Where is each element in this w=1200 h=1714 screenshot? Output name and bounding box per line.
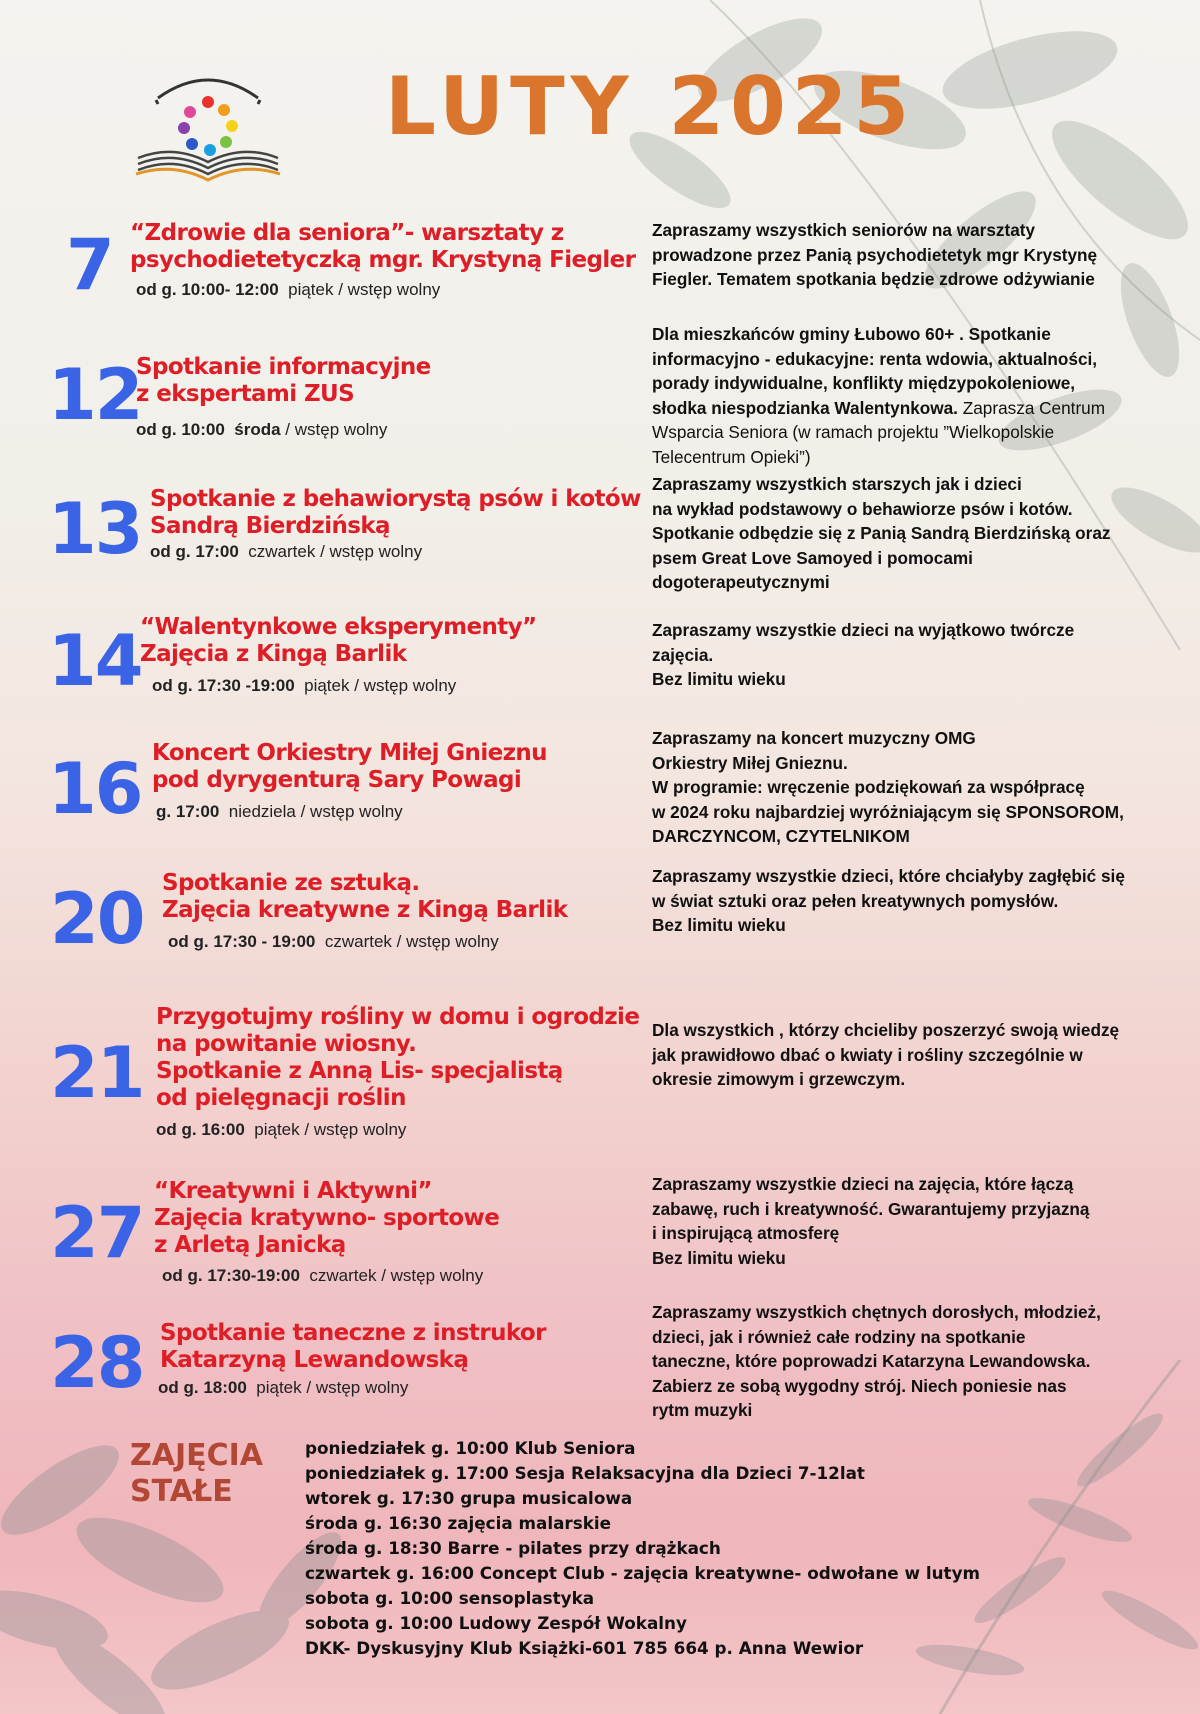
event-description (652, 864, 1172, 938)
description-text: Telecentrum Opieki”) (652, 446, 811, 467)
regular-class-item: DKK- Dyskusyjny Klub Książki-601 785 664 p. Anna Wewior (305, 1638, 864, 1658)
meta-separator: / (391, 932, 407, 951)
event-title-line: na powitanie wiosny. (156, 1031, 417, 1057)
event-description-line (652, 218, 1172, 243)
event-time: od g. 10:00- 12:00 (136, 280, 279, 299)
meta-separator: / (299, 1120, 314, 1139)
event-description-line (652, 322, 1172, 347)
event-title-line: Spotkanie informacyjne (136, 354, 431, 380)
event-title (156, 1004, 639, 1112)
description-text: Zapraszamy wszystkich starszych jak i dzieci (652, 474, 1022, 494)
description-text: jak prawidłowo dbać o kwiaty i rośliny szczególnie w (652, 1044, 1083, 1065)
event-description-line (652, 445, 1172, 470)
description-text: psem Great Love Samoyed i pomocami (652, 547, 973, 568)
event-entry: wstęp wolny (313, 1120, 407, 1139)
event-meta (156, 1120, 406, 1140)
event-weekday: czwartek (248, 542, 316, 561)
description-text: okresie zimowym i grzewczym. (652, 1069, 906, 1089)
event-time: od g. 18:00 (158, 1378, 247, 1397)
description-text: Zapraszamy wszystkich chętnych dorosłych, młodzież, (652, 1302, 1101, 1322)
event-title (154, 1178, 499, 1259)
regular-classes-list (305, 1436, 980, 1661)
event-meta (156, 802, 403, 822)
event-description (652, 218, 1172, 292)
event-time: g. 17:00 (156, 802, 220, 821)
event-title (160, 1320, 546, 1374)
event-title (150, 486, 641, 540)
event-title-line: psychodietetyczką mgr. Krystyną Fiegler (130, 247, 636, 273)
regular-class-item: poniedziałek g. 17:00 Sesja Relaksacyjna dla Dzieci 7-12lat (305, 1463, 865, 1483)
event-weekday: środa (234, 420, 281, 439)
event-weekday: czwartek (309, 1266, 377, 1285)
event-meta (136, 420, 387, 440)
event-entry: wstęp wolny (363, 676, 457, 695)
description-text: Zapraszamy wszystkich seniorów na warsztaty (652, 220, 1036, 240)
description-text: zajęcia. (652, 644, 714, 665)
description-text: w świat sztuki oraz pełen kreatywnych pomysłów. (652, 890, 1059, 911)
event-entry: wstęp wolny (347, 280, 441, 299)
event-title (130, 220, 635, 274)
description-text: Zapraszamy wszystkie dzieci, które chciałyby zagłębić się (652, 866, 1125, 886)
event-description-line (652, 570, 1172, 595)
description-text: Fiegler. Tematem spotkania będzie zdrowe odżywianie (652, 269, 1095, 289)
event-description (652, 726, 1172, 849)
event-entry: wstęp wolny (390, 1266, 484, 1285)
regular-class-item: sobota g. 10:00 sensoplastyka (305, 1588, 595, 1608)
description-text-tail: Zaprasza Centrum (957, 397, 1106, 418)
event-title-line: “Kreatywni i Aktywni” (154, 1178, 432, 1204)
event-title (140, 614, 537, 668)
regular-heading-line: ZAJĘCIA (130, 1438, 264, 1473)
regular-class-item: sobota g. 10:00 Ludowy Zespół Wokalny (305, 1613, 687, 1633)
description-text: Bez limitu wieku (652, 1247, 786, 1268)
event-description (652, 1172, 1172, 1270)
event-description-line (652, 521, 1172, 546)
description-text: Wsparcia Seniora (w ramach projektu ”Wielkopolskie (652, 422, 1055, 442)
event-weekday: piątek (256, 1378, 302, 1397)
event-description (652, 472, 1172, 595)
event-title-line: Spotkanie taneczne z instrukor (160, 1320, 546, 1346)
event-description-line (652, 751, 1172, 776)
event-title-line: Zajęcia z Kingą Barlik (140, 641, 407, 667)
event-description-line (652, 1246, 1172, 1271)
event-description-line (652, 371, 1172, 396)
description-text: Zabierz ze sobą wygodny strój. Niech poniesie nas (652, 1375, 1067, 1396)
event-title (162, 870, 567, 924)
description-text: rytm muzyki (652, 1400, 753, 1420)
event-description-line (652, 267, 1172, 292)
regular-class-item: poniedziałek g. 10:00 Klub Seniora (305, 1438, 636, 1458)
regular-classes-heading (130, 1438, 263, 1510)
meta-separator: / (295, 802, 311, 821)
event-weekday: piątek (304, 676, 350, 695)
event-entry: wstęp wolny (310, 802, 403, 821)
event-title-line: Sandrą Bierdzińską (150, 513, 390, 539)
description-text: prowadzone przez Panią psychodietetyk mgr Krystynę (652, 244, 1098, 265)
event-description-line (652, 1374, 1172, 1399)
event-description-line (652, 1043, 1172, 1068)
description-text: na wykład podstawowy o behawiorze psów i kotów. (652, 498, 1073, 519)
regular-class-item: środa g. 18:30 Barre - pilates przy drążkach (305, 1538, 721, 1558)
description-text: taneczne, które poprowadzi Katarzyna Lewandowska. (652, 1351, 1091, 1371)
description-text: Zapraszamy wszystkie dzieci na zajęcia, które łączą (652, 1174, 1074, 1194)
description-text: Zapraszamy wszystkie dzieci na wyjątkowo twórcze (652, 620, 1075, 640)
event-title-line: Przygotujmy rośliny w domu i ogrodzie (156, 1004, 640, 1030)
event-meta (150, 542, 422, 562)
event-time: od g. 10:00 (136, 420, 225, 439)
regular-class-item: środa g. 16:30 zajęcia malarskie (305, 1513, 611, 1533)
event-day-number: 12 (48, 354, 142, 436)
event-meta (152, 676, 456, 696)
regular-class-item: wtorek g. 17:30 grupa musicalowa (305, 1488, 633, 1508)
description-text: informacyjno - edukacyjne: renta wdowia, aktualności, (652, 348, 1098, 369)
event-description-line (652, 618, 1172, 643)
event-meta (162, 1266, 483, 1286)
description-text: i inspirującą atmosferę (652, 1223, 840, 1243)
event-description-line (652, 243, 1172, 268)
event-description-line (652, 864, 1172, 889)
event-day-number: 7 (66, 224, 113, 306)
meta-separator: / (349, 676, 364, 695)
event-description-line (652, 1067, 1172, 1092)
meta-separator: / (333, 280, 348, 299)
event-title-line: Zajęcia kreatywne z Kingą Barlik (162, 897, 568, 923)
event-entry: wstęp wolny (294, 420, 388, 439)
event-day-number: 13 (48, 488, 142, 570)
event-title-line: Zajęcia kratywno- sportowe (154, 1205, 500, 1231)
description-text: Zapraszamy na koncert muzyczny OMG (652, 728, 976, 748)
event-description-line (652, 775, 1172, 800)
description-text: Bez limitu wieku (652, 669, 786, 689)
description-text: Dla wszystkich , którzy chcieliby poszerzyć swoją wiedzę (652, 1020, 1120, 1040)
event-weekday: niedziela (228, 802, 296, 821)
event-weekday: czwartek (324, 932, 392, 951)
event-entry: wstęp wolny (329, 542, 423, 561)
event-time: od g. 17:30 - 19:00 (168, 932, 316, 951)
event-day-number: 21 (50, 1032, 144, 1114)
event-title-line: “Walentynkowe eksperymenty” (140, 614, 537, 640)
event-title (136, 354, 431, 408)
event-title-line: Spotkanie ze sztuką. (162, 870, 420, 896)
event-time: od g. 16:00 (156, 1120, 245, 1139)
event-description-line (652, 1349, 1172, 1374)
event-entry: wstęp wolny (406, 932, 499, 951)
description-text: w 2024 roku najbardziej wyróżniającym się SPONSOROM, (652, 801, 1124, 822)
meta-separator: / (315, 542, 330, 561)
event-description-line (652, 726, 1172, 751)
event-description-line (652, 472, 1172, 497)
event-description-line (652, 667, 1172, 692)
event-time: od g. 17:30 -19:00 (152, 676, 295, 695)
event-description-line (652, 643, 1172, 668)
event-meta (168, 932, 499, 952)
description-text: słodka niespodzianka Walentynkowa. (652, 397, 958, 418)
event-description-line (652, 546, 1172, 571)
event-meta (136, 280, 440, 300)
event-description-line (652, 1221, 1172, 1246)
event-entry: wstęp wolny (315, 1378, 409, 1397)
event-description-line (652, 1172, 1172, 1197)
event-description-line (652, 1398, 1172, 1423)
event-description-line (652, 347, 1172, 372)
event-description-line (652, 1018, 1172, 1043)
event-day-number: 27 (50, 1192, 144, 1274)
event-description-line (652, 1325, 1172, 1350)
event-description-line (652, 1300, 1172, 1325)
event-description (652, 618, 1172, 692)
event-title-line: Koncert Orkiestry Miłej Gnieznu (152, 740, 547, 766)
description-text: Spotkanie odbędzie się z Panią Sandrą Bierdzińską oraz (652, 523, 1111, 543)
event-weekday: piątek (254, 1120, 300, 1139)
library-logo (128, 70, 288, 185)
description-text: W programie: wręczenie podziękowań za współpracę (652, 777, 1085, 797)
regular-heading-line: STAŁE (130, 1474, 233, 1509)
event-description (652, 1018, 1172, 1092)
event-day-number: 14 (48, 620, 142, 702)
event-description (652, 322, 1172, 469)
event-description-line (652, 1197, 1172, 1222)
description-text: Orkiestry Miłej Gnieznu. (652, 752, 848, 773)
event-day-number: 20 (50, 878, 144, 960)
event-time: od g. 17:00 (150, 542, 239, 561)
description-text: Bez limitu wieku (652, 915, 786, 935)
event-description-line (652, 824, 1172, 849)
event-day-number: 16 (48, 748, 142, 830)
event-description-line (652, 800, 1172, 825)
event-title-line: z Arletą Janicką (154, 1232, 346, 1258)
event-title (152, 740, 547, 794)
meta-separator: / (301, 1378, 316, 1397)
event-title-line: od pielęgnacji roślin (156, 1085, 406, 1111)
event-description-line (652, 396, 1172, 421)
description-text: zabawę, ruch i kreatywność. Gwarantujemy przyjazną (652, 1198, 1090, 1219)
event-day-number: 28 (50, 1322, 144, 1404)
event-title-line: z ekspertami ZUS (136, 381, 355, 407)
event-weekday: piątek (288, 280, 334, 299)
event-description-line (652, 889, 1172, 914)
description-text: dogoterapeutycznymi (652, 572, 830, 592)
meta-separator: / (280, 420, 295, 439)
event-title-line: Spotkanie z behawiorystą psów i kotów (150, 486, 641, 512)
event-description-line (652, 497, 1172, 522)
event-title-line: “Zdrowie dla seniora”- warsztaty z (130, 220, 564, 246)
description-text: Dla mieszkańców gminy Łubowo 60+ . Spotkanie (652, 324, 1051, 344)
event-description-line (652, 420, 1172, 445)
event-title-line: Spotkanie z Anną Lis- specjalistą (156, 1058, 563, 1084)
event-description (652, 1300, 1172, 1423)
description-text: porady indywidualne, konflikty międzypokoleniowe, (652, 373, 1076, 393)
event-time: od g. 17:30-19:00 (162, 1266, 300, 1285)
event-meta (158, 1378, 408, 1398)
event-title-line: pod dyrygenturą Sary Powagi (152, 767, 522, 793)
meta-separator: / (376, 1266, 391, 1285)
description-text: dzieci, jak i również całe rodziny na spotkanie (652, 1326, 1026, 1347)
page-title: LUTY 2025 (385, 60, 916, 153)
event-title-line: Katarzyną Lewandowską (160, 1347, 469, 1373)
regular-class-item: czwartek g. 16:00 Concept Club - zajęcia kreatywne- odwołane w lutym (305, 1563, 981, 1583)
event-description-line (652, 913, 1172, 938)
description-text: DARCZYNCOM, CZYTELNIKOM (652, 826, 910, 846)
